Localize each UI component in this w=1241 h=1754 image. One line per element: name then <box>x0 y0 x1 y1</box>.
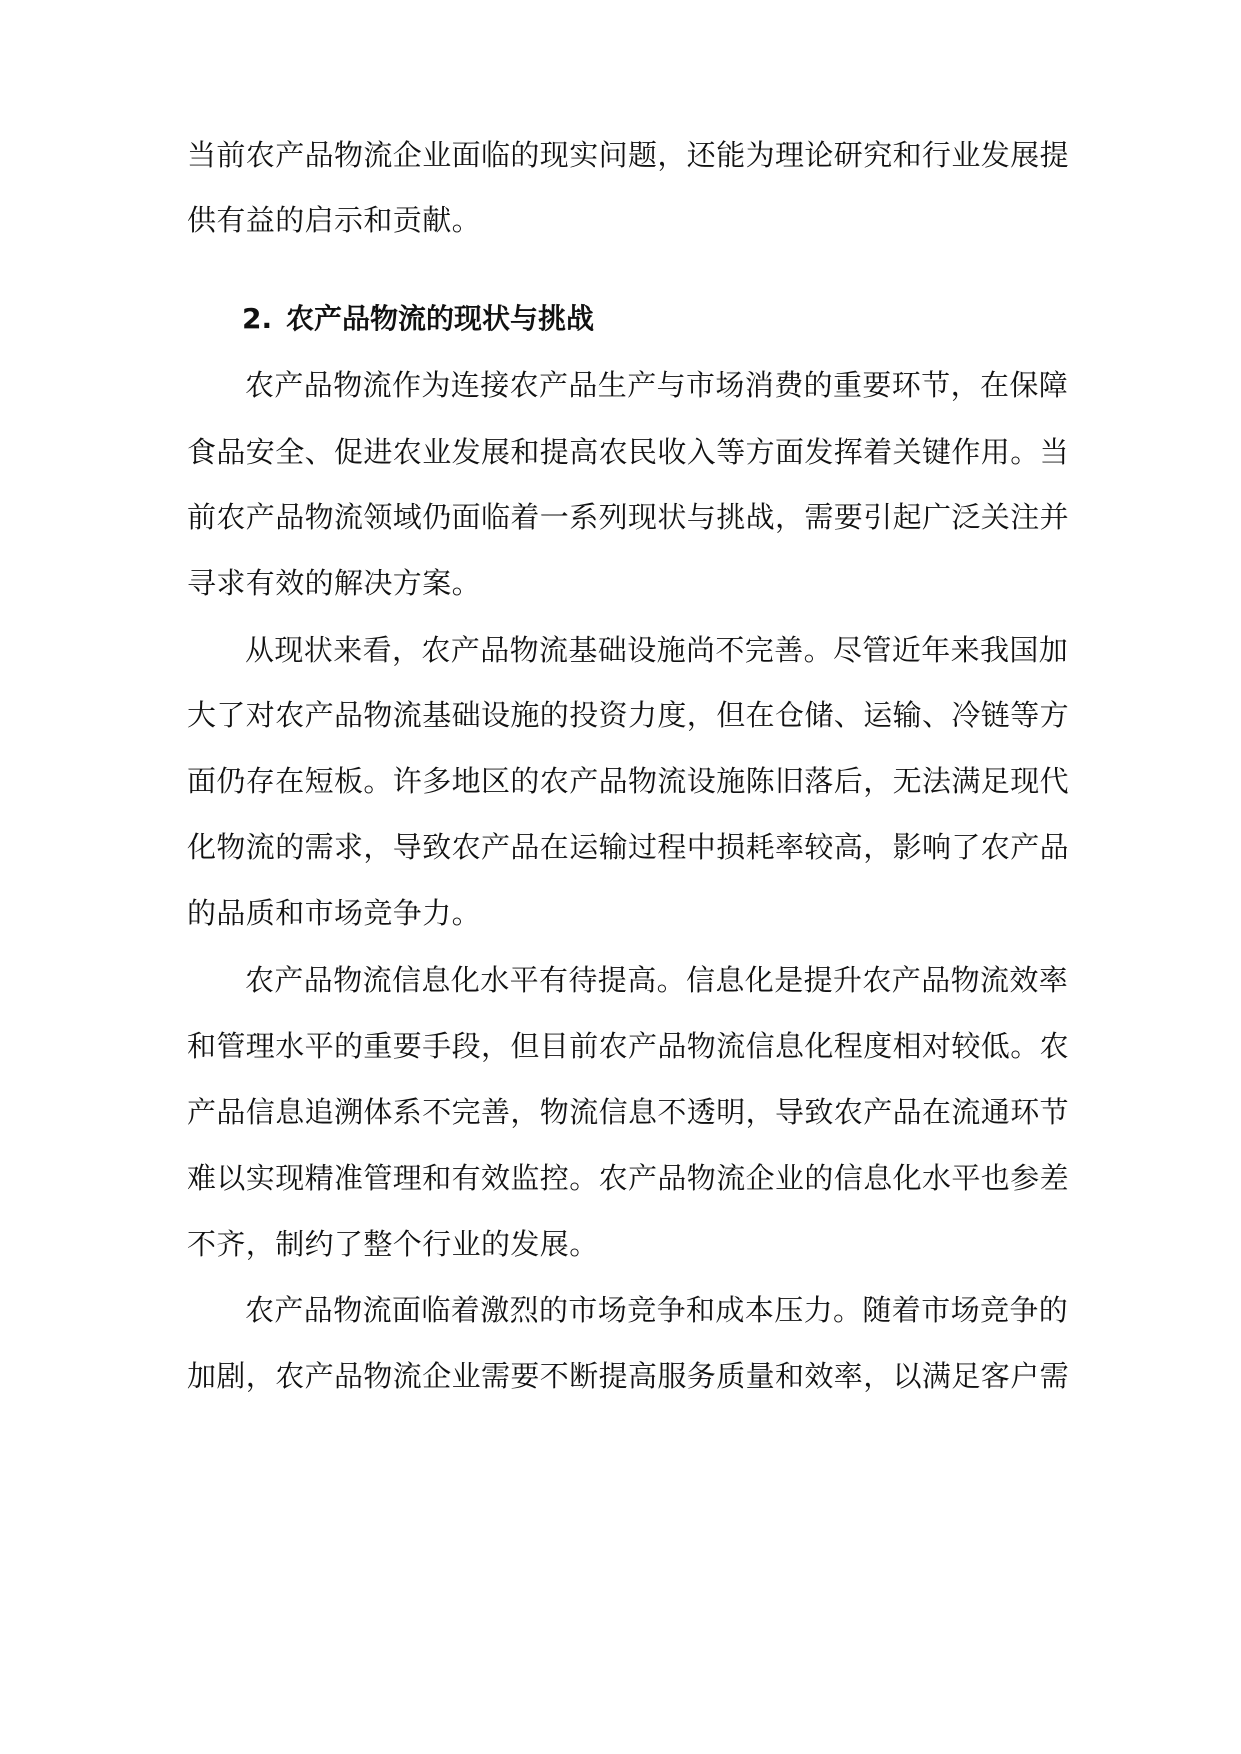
text-line: 农产品物流信息化水平有待提高。信息化是提升农产品物流效率 <box>245 963 1069 997</box>
text-line: 的品质和市场竞争力。 <box>187 896 482 930</box>
text-line: 化物流的需求，导致农产品在运输过程中损耗率较高，影响了农产品 <box>187 830 1070 864</box>
text-line: 难以实现精准管理和有效监控。农产品物流企业的信息化水平也参差 <box>187 1161 1070 1195</box>
text-line: 农产品物流作为连接农产品生产与市场消费的重要环节，在保障 <box>245 368 1069 402</box>
section-number: 2. <box>242 302 273 335</box>
text-line: 食品安全、促进农业发展和提高农民收入等方面发挥着关键作用。当 <box>187 435 1070 469</box>
text-line: 前农产品物流领域仍面临着一系列现状与挑战，需要引起广泛关注并 <box>187 500 1070 534</box>
text-line: 当前农产品物流企业面临的现实问题，还能为理论研究和行业发展提 <box>187 138 1070 172</box>
text-line: 供有益的启示和贡献。 <box>187 203 482 237</box>
text-line: 加剧，农产品物流企业需要不断提高服务质量和效率，以满足客户需 <box>187 1359 1070 1393</box>
section-heading <box>242 299 594 339</box>
section-title: 农产品物流的现状与挑战 <box>286 302 595 335</box>
text-line: 不齐，制约了整个行业的发展。 <box>187 1227 599 1261</box>
text-line: 农产品物流面临着激烈的市场竞争和成本压力。随着市场竞争的 <box>245 1293 1069 1327</box>
text-line: 产品信息追溯体系不完善，物流信息不透明，导致农产品在流通环节 <box>187 1095 1070 1129</box>
text-line: 从现状来看，农产品物流基础设施尚不完善。尽管近年来我国加 <box>245 633 1069 667</box>
text-line: 和管理水平的重要手段，但目前农产品物流信息化程度相对较低。农 <box>187 1029 1070 1063</box>
text-line: 面仍存在短板。许多地区的农产品物流设施陈旧落后，无法满足现代 <box>187 764 1070 798</box>
text-line: 大了对农产品物流基础设施的投资力度，但在仓储、运输、冷链等方 <box>187 698 1070 732</box>
text-line: 寻求有效的解决方案。 <box>187 566 482 600</box>
